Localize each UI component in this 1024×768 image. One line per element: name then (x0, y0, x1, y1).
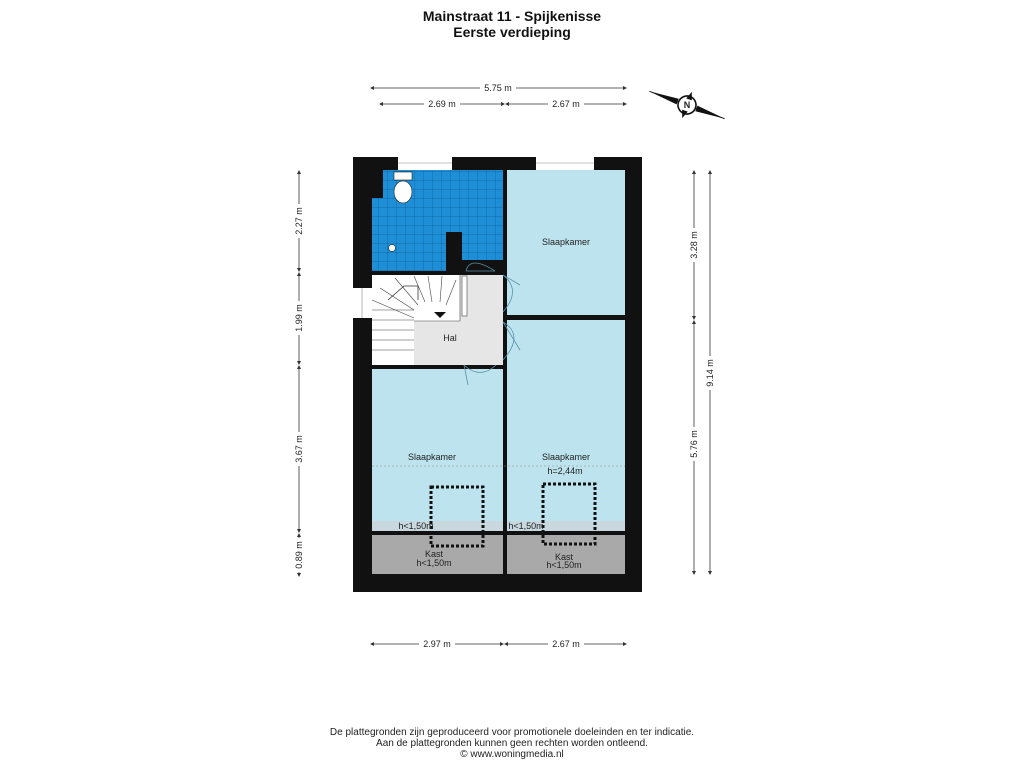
room-label-bedroom-bottom-left: Slaapkamer (407, 452, 457, 462)
dimension-label: 2.67 m (552, 639, 580, 649)
dimension-bottom-right (506, 638, 625, 650)
room-label-closet-right: Kast (554, 552, 574, 562)
window-bathroom (398, 157, 452, 170)
dimension-label: 5.75 m (484, 83, 512, 93)
dimension-label: 3.28 m (689, 231, 699, 259)
dimension-left-4 (293, 535, 305, 575)
dimension-label: 2.67 m (552, 99, 580, 109)
dimension-label: 3.67 m (294, 435, 304, 463)
dimension-label: 1.99 m (294, 304, 304, 332)
window-stairwell (353, 288, 372, 318)
disclaimer-line-2: Aan de plattegronden kunnen geen rechten worden ontleend. (376, 738, 648, 749)
dimension-left-2 (293, 274, 305, 363)
closet-right-height: h<1,50m (546, 560, 582, 570)
dimension-top-right (507, 98, 625, 110)
plan-subtitle: Eerste verdieping (453, 24, 571, 40)
dimension-label: 5.76 m (689, 430, 699, 458)
plan-title: Mainstraat 11 - Spijkenisse (422, 8, 602, 24)
room-label-closet-left: Kast (424, 549, 444, 559)
shower-drain-icon (389, 245, 396, 252)
room-label-bedroom-top-right: Slaapkamer (541, 237, 591, 247)
low-height-label-right: h<1,50m (508, 521, 544, 531)
compass-north-label: N (683, 100, 691, 110)
room-label-bedroom-bottom-right: Slaapkamer (541, 452, 591, 462)
closet-left-height: h<1,50m (416, 558, 452, 568)
dimension-label: 9.14 m (705, 359, 715, 387)
dimension-bottom-left (372, 638, 502, 650)
dimension-right-1 (688, 172, 700, 318)
disclaimer-line-1: De plattegronden zijn geproduceerd voor promotionele doeleinden en ter indicatie. (329, 727, 695, 738)
dimension-top-total (372, 82, 625, 94)
bedroom-bottom-right (507, 320, 625, 531)
low-height-label-left: h<1,50m (398, 521, 434, 531)
dimension-label: 2.69 m (428, 99, 456, 109)
window-bedroom-top (536, 157, 594, 170)
stair-railing (462, 276, 467, 316)
dimension-right-2 (688, 322, 700, 573)
toilet-icon (394, 172, 412, 203)
dimension-top-left (381, 98, 503, 110)
dimension-label: 2.27 m (294, 207, 304, 235)
dimension-label: 2.97 m (423, 639, 451, 649)
dimension-label: 0.89 m (294, 541, 304, 569)
copyright: © www.woningmedia.nl (460, 749, 564, 760)
dimension-right-total (704, 172, 716, 573)
ceiling-height-label: h=2,44m (547, 466, 583, 476)
dimension-left-3 (293, 367, 305, 531)
room-label-hall: Hal (443, 333, 457, 343)
dimension-left-1 (293, 172, 305, 270)
